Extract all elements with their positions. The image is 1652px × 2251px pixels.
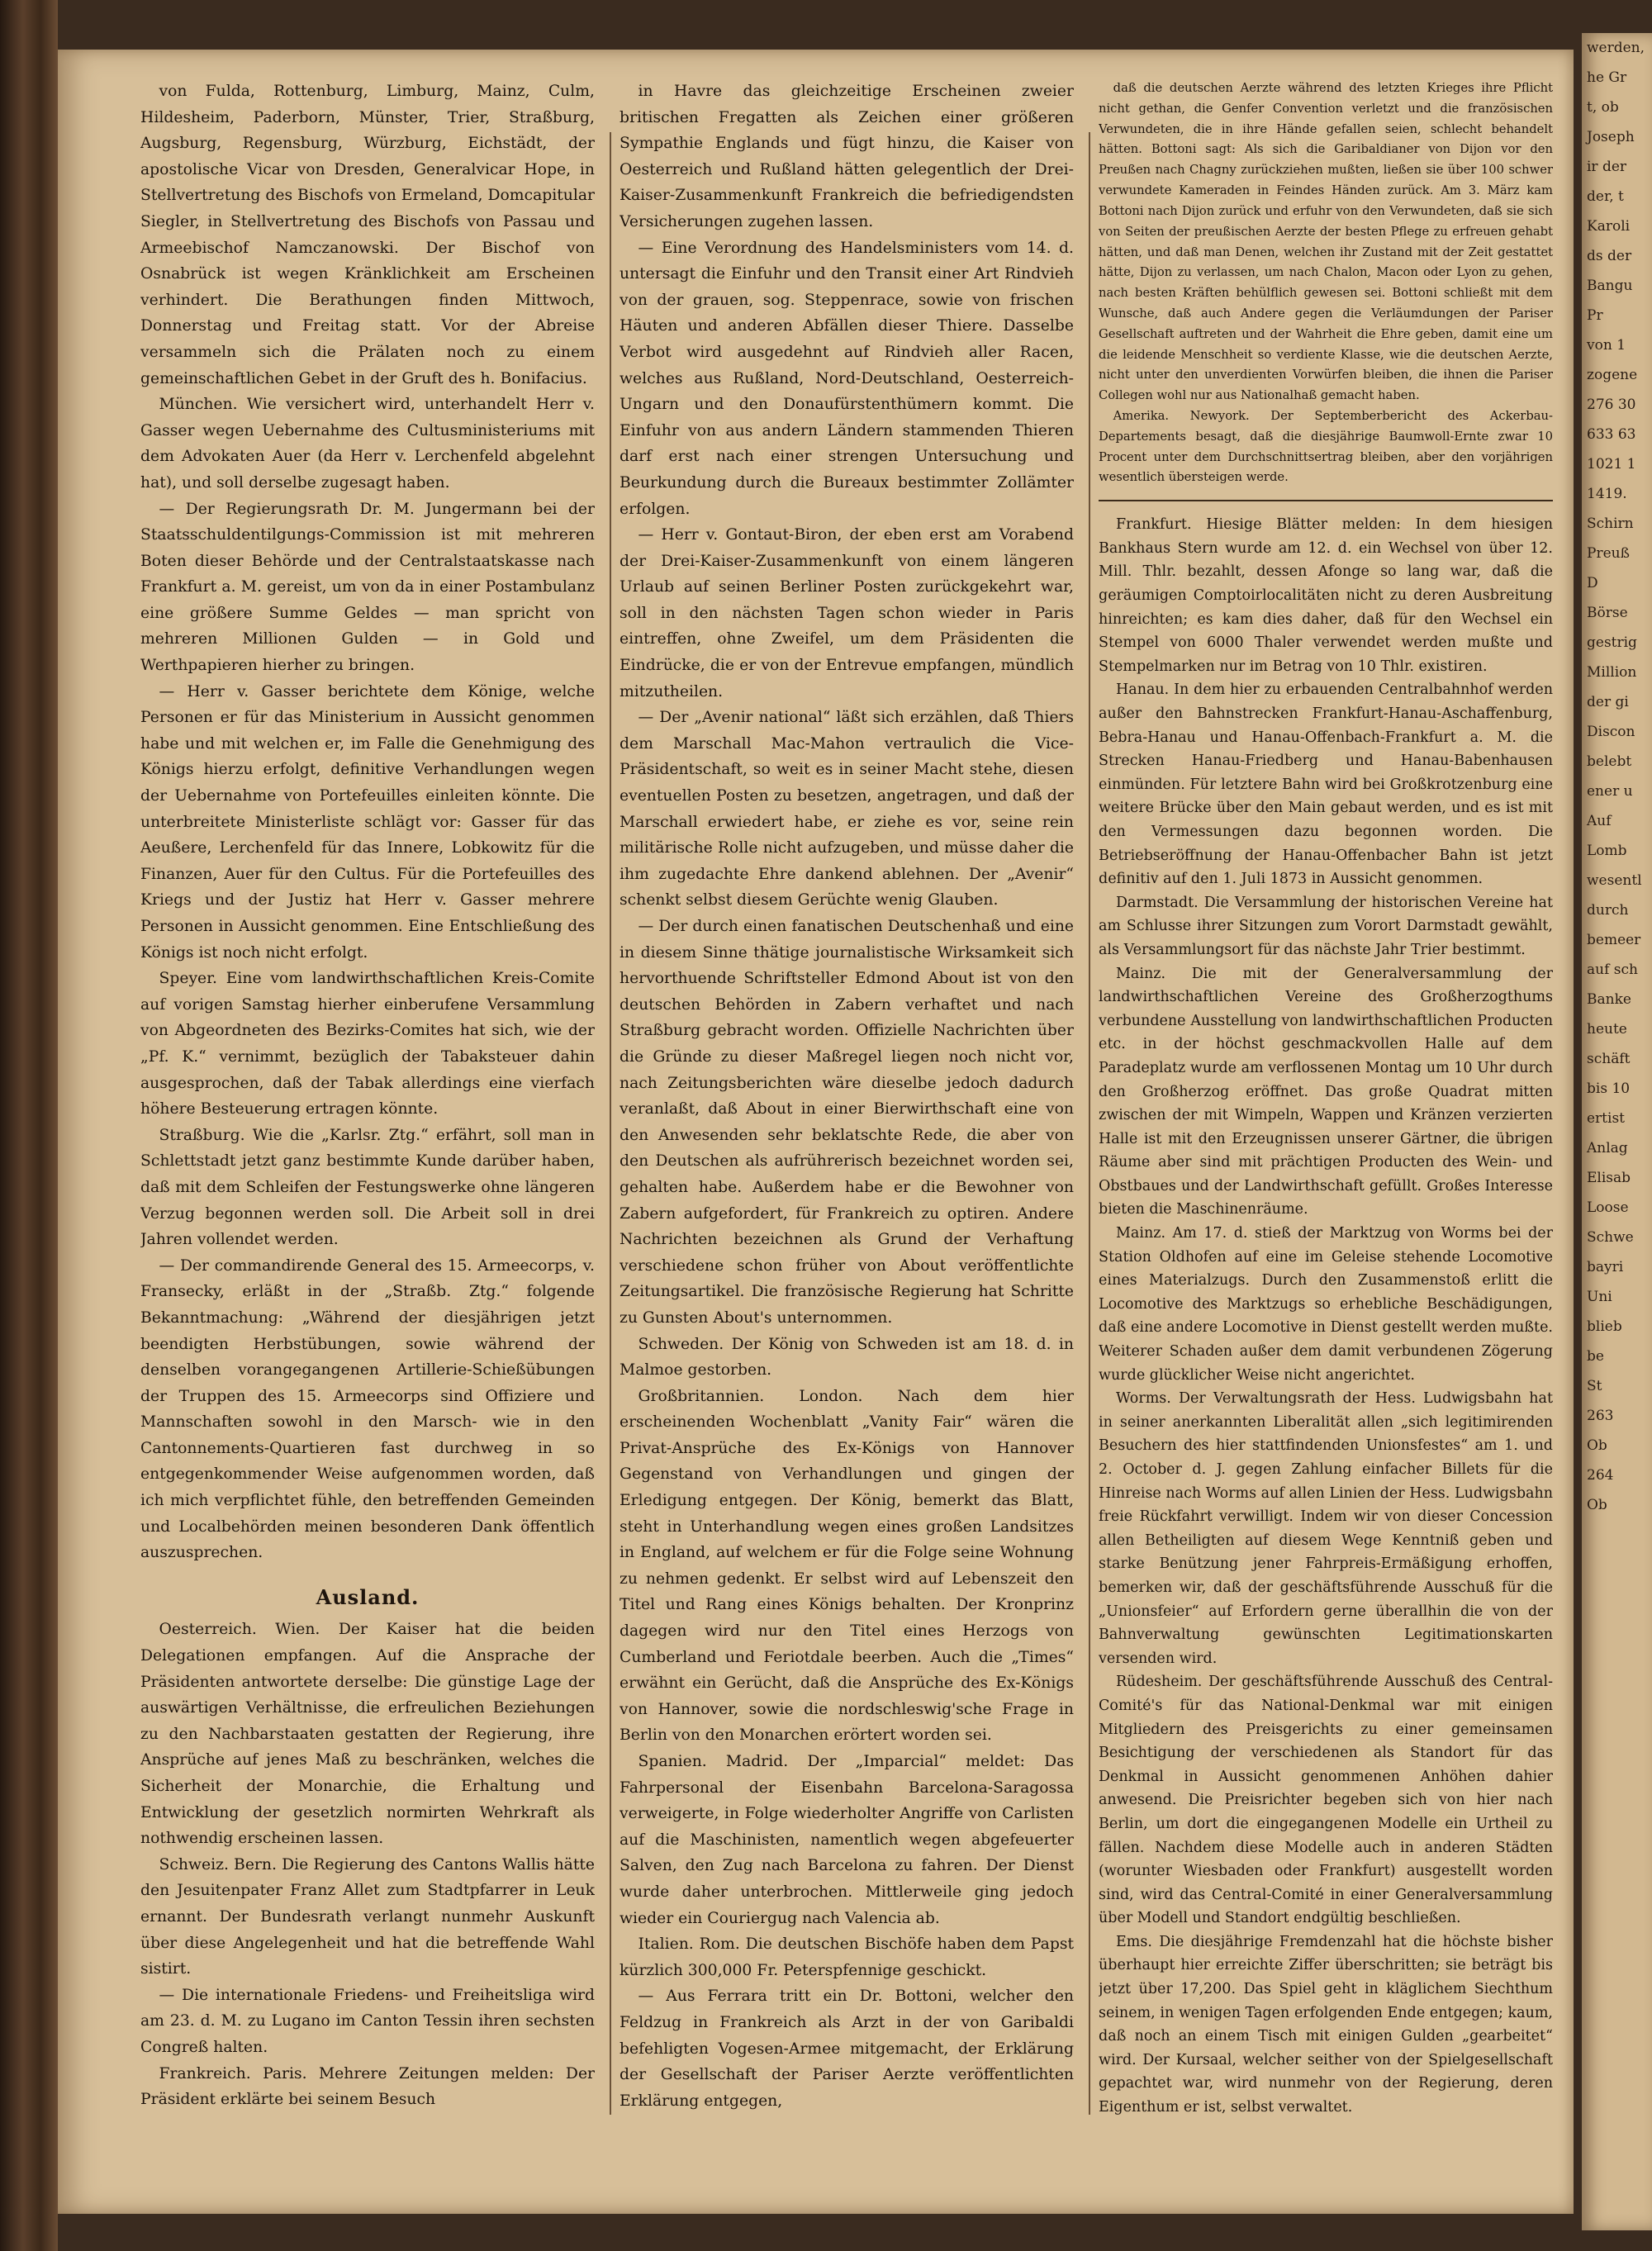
adjacent-page-fragment: der gi [1587,694,1629,710]
adjacent-page-fragment: bayri [1587,1259,1624,1275]
article-paragraph: Rüdesheim. Der geschäftsführende Ausschuß des Central-Comité's für das National-Denkmal war mit einigen Mitgliedern des Preisgerichts zu einer gemeinsamen Besichtigung der verschiedenen als Standort für das Denkmal in Aussicht genommenen Anhöhen dahier anwesend. Die Preisrichter begeben sich von hier nach Berlin, um dort die eingegangenen Modelle ein Urtheil zu fällen. Nachdem diese Modelle auch in anderen Städten (worunter Wiesbaden oder Frankfurt) ausgestellt worden sind, wird das Central-Comité in einer Generalversammlung über Modell und Standort endgültig beschließen. [1099,1674,1553,1927]
adjacent-page-fragment: Anlag [1587,1140,1628,1156]
book-spine [0,0,58,2251]
adjacent-page-fragment: durch [1587,902,1629,919]
article-paragraph: — Der Regierungsrath Dr. M. Jungermann bei der Staatsschuldentilgungs-Commission ist mit mehreren Boten dieser Behörde und der Centralstaatskasse nach Frankfurt a. M. gereist, um von da in einer Postambulanz eine größere Summe Geldes — man spricht von mehreren Millionen Gulden — in Gold und Werthpapieren hierher zu bringen. [140,500,595,675]
adjacent-page-fragment: Million [1587,664,1637,681]
article-paragraph: — Die internationale Friedens- und Freiheitsliga wird am 23. d. M. zu Lugano im Canton Tessin ihren sechsten Congreß halten. [140,1986,595,2056]
adjacent-page-fragment: Schirn [1587,515,1634,532]
column-rule [610,132,611,2115]
adjacent-page-fragment: wesentl [1587,872,1642,889]
adjacent-page-fragment: St [1587,1378,1602,1394]
adjacent-page-fragment: belebt [1587,753,1632,770]
section-divider [1099,500,1553,501]
article-paragraph: von Fulda, Rottenburg, Limburg, Mainz, Culm, Hildesheim, Paderborn, Münster, Trier, Straßburg, Augsburg, Regensburg, Würzburg, Eichstädt, der apostolische Vicar von Dresden, Generalvicar Hope, in Stellvertretung des Bischofs von Ermeland, Domcapitular Siegler, in Stellvertretung des Bischofs von Passau und Armeebischof Namczanowski. Der Bischof von Osnabrück ist wegen Kränklichkeit am Erscheinen verhindert. Die Berathungen finden Mittwoch, Donnerstag und Freitag statt. Vor der Abreise versammeln sich die Prälaten noch zu einem gemeinschaftlichen Gebet in der Gruft des h. Bonifacius. [140,83,595,387]
article-paragraph: Mainz. Die mit der Generalversammlung der landwirthschaftlichen Vereine des Großherzogthums verbundene Ausstellung von landwirthschaftlichen Producten etc. in der höchst geschmackvollen Halle auf dem Paradeplatz wurde am verflossenen Montag um 10 Uhr durch den Großherzog eröffnet. Das große Quadrat mitten zwischen der mit Wimpeln, Wappen und Kränzen verzierten Halle ist mit den Erzeugnissen unserer Gärtner, die übrigen Räume aber sind mit prächtigen Producten des Wein- und Obstbaues und der Landwirthschaft gefüllt. Großes Interesse bieten die Maschinenräume. [1099,965,1553,1218]
adjacent-page-fragment: heute [1587,1021,1627,1038]
adjacent-page-fragment: Schwe [1587,1229,1634,1246]
adjacent-page-fragment: be [1587,1348,1604,1365]
adjacent-page-fragment: Joseph [1587,129,1635,145]
article-paragraph: in Havre das gleichzeitige Erscheinen zweier britischen Fregatten als Zeichen einer größeren Sympathie Englands und fügt hinzu, die Kaiser von Oesterreich und Rußland hätten gelegentlich der Drei-Kaiser-Zusammenkunft Frankreich die befriedigendsten Versicherungen zugehen lassen. [620,83,1074,230]
adjacent-page-fragment: t, ob [1587,99,1619,116]
article-paragraph: Amerika. Newyork. Der Septemberbericht des Ackerbau-Departements besagt, daß die diesjährige Baumwoll-Ernte zwar 10 Procent unter dem Durchschnittsertrag bleiben, aber den vorjährigen wesentlich übersteigen werde. [1099,409,1553,485]
adjacent-page-fragment: Ob [1587,1437,1607,1454]
adjacent-page-fragment: Discon [1587,724,1635,740]
article-paragraph: Frankfurt. Hiesige Blätter melden: In dem hiesigen Bankhaus Stern wurde am 12. d. ein Wechsel von über 12. Mill. Thlr. bezahlt, dessen Afonge so lang war, daß die geräumigen Comptoirlocalitäten nicht zu deren Ausbreitung hinreichten; es kam dies daher, daß für den Wechsel ein Stempel von 6000 Thaler verwendet werden mußte und Stempelmarken nur im Betrag von 10 Thlr. existiren. [1099,516,1553,675]
adjacent-page-fragment: auf sch [1587,962,1638,978]
article-paragraph: — Der commandirende General des 15. Armeecorps, v. Fransecky, erläßt in der „Straßb. Ztg.“ folgende Bekanntmachung: „Während der diesjährigen jetzt beendigten Herbstübungen, sowie während der denselben vorangegangenen Artillerie-Schießübungen der Truppen des 15. Armeecorps sind Offiziere und Mannschaften sowohl in den Marsch- wie in den Cantonnements-Quartieren fast durchweg in so entgegenkommender Weise aufgenommen worden, daß ich mich verpflichtet fühle, den betreffenden Gemeinden und Localbehörden meinen besonderen Dank öffentlich auszusprechen. [140,1256,595,1562]
adjacent-page-fragment: he Gr [1587,69,1627,86]
adjacent-page-fragment: bemeer [1587,932,1641,948]
column-rule [1089,132,1090,2115]
adjacent-page-fragment: 1419. [1587,486,1627,502]
article-paragraph: Großbritannien. London. Nach dem hier erscheinenden Wochenblatt „Vanity Fair“ wären die Privat-Ansprüche des Ex-Königs von Hannover Gegenstand von Verhandlungen und gingen der Erledigung entgegen. Der König, bemerkt das Blatt, steht in Unterhandlung wegen eines großen Landsitzes in England, auf welchem er für die Folge seine Wohnung zu nehmen gedenkt. Er selbst wird auf Lebenszeit den Titel und Rang eines Königs behalten. Der Kronprinz dagegen wird nur den Titel eines Herzogs von Cumberland und Feriotdale beerben. Auch die „Times“ erwähnt ein Gerücht, daß die Ansprüche des Ex-Königs von Hannover, sowie die nordschleswig'sche Frage in Berlin von den Monarchen erörtert worden sei. [620,1387,1074,1745]
adjacent-page-fragment: werden, [1587,40,1645,56]
adjacent-page-fragment: Preuß [1587,545,1630,562]
adjacent-page-fragment: Börse [1587,605,1628,621]
adjacent-page-fragment: ds der [1587,248,1632,264]
adjacent-page-fragment: 263 [1587,1408,1614,1424]
adjacent-page-fragment: Karoli [1587,218,1631,235]
article-paragraph: Worms. Der Verwaltungsrath der Hess. Ludwigsbahn hat in seiner anerkannten Liberalität allen „sich legitimirenden Besuchern des hier stattfindenden Unionsfestes“ am 1. und 2. October d. J. gegen Zahlung einfacher Billets für die Hinreise nach Worms auf allen Linien der Hess. Ludwigsbahn freie Rückfahrt verwilligt. Indem wir von dieser Concession allen Betheiligten auf diesem Wege Kenntniß geben und starke Benützung jener Fahrpreis-Ermäßigung erhoffen, bemerken wir, daß der geschäftsführende Ausschuß für die „Unionsfeier“ auf Erfordern gerne überallhin die von der Bahnverwaltung gewünschten Legitimationskarten versenden wird. [1099,1390,1553,1667]
column-1 [140,78,595,2127]
adjacent-page-fragment: von 1 [1587,337,1626,354]
adjacent-page-fragment: ir der [1587,159,1627,175]
adjacent-page-fragment: Auf [1587,813,1612,829]
article-paragraph: — Der durch einen fanatischen Deutschenhaß und eine in diesem Sinne thätige journalistische Wirksamkeit sich hervorthuende Schriftsteller Edmond About ist von den deutschen Behörden in Zabern verhaftet und nach Straßburg gebracht worden. Offizielle Nachrichten über die Gründe zu dieser Maßregel liegen noch nicht vor, nach Zeitungsberichten wäre dieselbe jedoch dadurch veranlaßt, daß About in einer Bierwirthschaft eine von den Anwesenden sehr beklatschte Rede, die aber von den Deutschen als aufrührerisch bezeichnet worden sei, gehalten habe. Außerdem habe er die Bewohner von Zabern aufgefordert, für Frankreich zu optiren. Andere Nachrichten bezeichnen als Grund der Verhaftung verschiedene schon früher von About veröffentlichte Zeitungsartikel. Die französische Regierung hat Schritte zu Gunsten About's unternommen. [620,918,1074,1327]
adjacent-page-fragment: Elisab [1587,1170,1631,1186]
article-paragraph: Frankreich. Paris. Mehrere Zeitungen melden: Der Präsident erklärte bei seinem Besuch [140,2064,595,2109]
adjacent-page-fragment: Pr [1587,307,1603,324]
article-paragraph: — Eine Verordnung des Handelsministers vom 14. d. untersagt die Einfuhr und den Transit einer Art Rindvieh von der grauen, sog. Steppenrace, sowie von frischen Häuten und anderen Abfällen dieser Thiere. Dasselbe Verbot wird ausgedehnt auf Rindvieh aller Racen, welches aus Rußland, Nord-Deutschland, Oesterreich-Ungarn und den Donaufürstenthümern kommt. Die Einfuhr von aus andern Ländern stammenden Thieren darf erst nach einer strengen Untersuchung und Beurkundung durch die Bureaux bestimmter Zollämter erfolgen. [620,239,1074,518]
adjacent-page-fragment: Ob [1587,1497,1607,1513]
adjacent-page-fragment: zogene [1587,367,1638,383]
adjacent-page-fragment: 276 30 [1587,397,1636,413]
adjacent-page-fragment: Bangu [1587,278,1633,294]
article-paragraph: — Herr v. Gasser berichtete dem Könige, welche Personen er für das Ministerium in Aussicht genommen habe und mit welchen er, im Falle die Genehmigung des Königs hierzu erfolgt, definitive Verhandlungen wegen der Uebernahme von Portefeuilles einleiten könnte. Die unterbreitete Ministerliste schlägt vor: Gasser für das Aeußere, Lerchenfeld für das Innere, Lobkowitz für die Finanzen, Auer für den Cultus. Für die Portefeuilles des Kriegs und der Justiz hat Herr v. Gasser mehrere Personen in Aussicht genommen. Eine Entschließung des Königs ist noch nicht erfolgt. [140,682,595,962]
article-paragraph: daß die deutschen Aerzte während des letzten Krieges ihre Pflicht nicht gethan, die Genfer Convention verletzt und die französischen Verwundeten, die in ihre Hände gefallen seien, schlecht behandelt hätten. Bottoni sagt: Als sich die Garibaldianer von Dijon vor den Preußen nach Chagny zurückziehen mußten, ließen sie über 100 schwer verwundete Kameraden in Feindes Händen zurück. Am 3. März kam Bottoni nach Dijon zurück und erfuhr von den Verwundeten, daß sie sich von Seiten der preußischen Aerzte der besten Pflege zu erfreuen gehabt hätten, und daß man Denen, welchen ihr Zustand mit der Zeit gestattet hätte, Dijon zu verlassen, um nach Chalon, Macon oder Lyon zu gehen, nach besten Kräften behülflich gewesen sei. Bottoni schließt mit dem Wunsche, daß auch Andere gegen die Verläumdungen der Pariser Gesellschaft auftreten und der Wahrheit die Ehre geben, damit eine um die leidende Menschheit so verdiente Klasse, wie die deutschen Aerzte, nicht unter den unverdienten Vorwürfen bleiben, die ihnen die Pariser Collegen wohl nur aus Nationalhaß gemacht haben. [1099,81,1553,403]
article-paragraph: — Herr v. Gontaut-Biron, der eben erst am Vorabend der Drei-Kaiser-Zusammenkunft von einem längeren Urlaub auf seinen Berliner Posten zurückgekehrt war, soll in den nächsten Tagen schon wieder in Paris eintreffen, ohne Zweifel, um dem Präsidenten die Eindrücke, die er von der Entrevue empfangen, mündlich mitzutheilen. [620,526,1074,700]
article-paragraph: Oesterreich. Wien. Der Kaiser hat die beiden Delegationen empfangen. Auf die Ansprache der Präsidenten antwortete derselbe: Die günstige Lage der auswärtigen Verhältnisse, die erfreulichen Beziehungen zu den Nachbarstaaten gestatten der Regierung, ihre Ansprüche auf jenes Maß zu beschränken, welches die Sicherheit der Monarchie, die Erhaltung und Entwicklung der gesetzlich normirten Wehrkraft als nothwendig erscheinen lassen. [140,1621,595,1848]
adjacent-page-fragment: ertist [1587,1110,1626,1127]
adjacent-page-fragment: blieb [1587,1318,1622,1335]
article-paragraph: — Der „Avenir national“ läßt sich erzählen, daß Thiers dem Marschall Mac-Mahon vertraulich die Vice-Präsidentschaft, so weit es in seiner Macht stehe, diesen eventuellen Posten zu besetzen, angetragen, und daß der Marschall erwiedert habe, er ziehe es vor, seine rein militärische Rolle nicht aufzugeben, und müsse daher die ihm zugedachte Ehre dankend ablehnen. Der „Avenir“ schenkt selbst diesem Gerüchte wenig Glauben. [620,709,1074,909]
article-paragraph: Speyer. Eine vom landwirthschaftlichen Kreis-Comite auf vorigen Samstag hierher einberufene Versammlung von Abgeordneten des Bezirks-Comites hat sich, wie der „Pf. K.“ vernimmt, bezüglich der Tabaksteuer dahin ausgesprochen, daß der Tabak allerdings eine vierfach höhere Besteuerung ertragen könnte. [140,970,595,1118]
article-paragraph: Straßburg. Wie die „Karlsr. Ztg.“ erfährt, soll man in Schlettstadt jetzt ganz bestimmte Kunde darüber haben, daß mit dem Schleifen der Festungswerke ohne längeren Verzug begonnen werden soll. Die Arbeit soll in drei Jahren vollendet werden. [140,1126,595,1249]
article-paragraph: Ems. Die diesjährige Fremdenzahl hat die höchste bisher überhaupt hier erreichte Ziffer überschritten; sie beträgt bis jetzt über 17,200. Das Spiel geht in kläglichem Siechthum seinem, in wenigen Tagen erfolgenden Ende entgegen; kaum, daß noch an einem Tisch mit einigen Gulden „gearbeitet“ wird. Der Kursaal, welcher seither von der Spielgesellschaft gepachtet war, wird nunmehr von der Regierung, deren Eigenthum er ist, selbst verwaltet. [1099,1933,1553,2116]
article-paragraph: München. Wie versichert wird, unterhandelt Herr v. Gasser wegen Uebernahme des Cultusministeriums mit dem Advokaten Auer (da Herr v. Lerchenfeld abgelehnt hat), und soll derselbe zugesagt haben. [140,396,595,492]
adjacent-page-fragment: der, t [1587,188,1624,205]
adjacent-page-fragment: gestrig [1587,634,1637,651]
adjacent-page-fragment: schäft [1587,1051,1631,1067]
adjacent-page-fragment: bis 10 [1587,1080,1631,1097]
article-paragraph: Spanien. Madrid. Der „Imparcial“ meldet: Das Fahrpersonal der Eisenbahn Barcelona-Saragossa verweigerte, in Folge wiederholter Angriffe von Carlisten auf die Maschinisten, namentlich wegen abgefeuerter Salven, den Zug nach Barcelona zu fahren. Der Dienst wurde daher unterbrochen. Mittlerweile ging jedoch wieder ein Couriergug nach Valencia ab. [620,1753,1074,1927]
adjacent-page-fragment: Loose [1587,1199,1629,1216]
adjacent-page-fragment: Lomb [1587,843,1627,859]
adjacent-page-fragment: Uni [1587,1289,1612,1305]
adjacent-page-fragment: ener u [1587,783,1633,800]
article-paragraph: Hanau. In dem hier zu erbauenden Centralbahnhof werden außer den Bahnstrecken Frankfurt-Hanau-Aschaffenburg, Bebra-Hanau und Hanau-Offenbach-Frankfurt a. M. die Strecken Hanau-Friedberg und Hanau-Babenhausen einmünden. Für letztere Bahn wird bei Großkrotzenburg eine weitere Brücke über den Main gebaut werden, und es ist mit den Vermessungen dazu begonnen worden. Die Betriebseröffnung der Hanau-Offenbacher Bahn ist jetzt definitiv auf den 1. Juli 1873 in Aussicht genommen. [1099,681,1553,888]
article-paragraph: Mainz. Am 17. d. stieß der Marktzug von Worms bei der Station Oldhofen auf eine im Geleise stehende Locomotive eines Materialzugs. Durch den Zusammenstoß erlitt die Locomotive des Marktzugs so erhebliche Beschädigungen, daß eine andere Locomotive in Dienst gestellt werden mußte. Weiterer Schaden außer dem damit verbundenen Zögerung wurde glücklicher Weise nicht angerichtet. [1099,1225,1553,1384]
article-paragraph: Italien. Rom. Die deutschen Bischöfe haben dem Papst kürzlich 300,000 Fr. Peterspfennige geschickt. [620,1935,1074,1979]
adjacent-page-fragment: Banke [1587,991,1631,1008]
section-title: Ausland. [316,1584,420,1609]
article-paragraph: Darmstadt. Die Versammlung der historischen Vereine hat am Schlusse ihrer Sitzungen zum Vorort Darmstadt gewählt, als Versammlungsort für das nächste Jahr Trier bestimmt. [1099,894,1553,958]
column-2 [620,78,1074,2127]
adjacent-page-edge [1582,33,1652,2230]
column-3 [1099,78,1553,2127]
adjacent-page-fragment: 264 [1587,1467,1614,1484]
adjacent-page-fragment: 633 63 [1587,426,1636,443]
adjacent-page-fragment: D [1587,575,1598,591]
article-paragraph: — Aus Ferrara tritt ein Dr. Bottoni, welcher den Feldzug in Frankreich als Arzt in der von Garibaldi befehligten Vogesen-Armee mitgemacht, der Erklärung der Gesellschaft der Pariser Aerzte veröffentlichten Erklärung entgegen, [620,1987,1074,2110]
adjacent-page-fragment: 1021 1 [1587,456,1636,473]
article-paragraph: Schweden. Der König von Schweden ist am 18. d. in Malmoe gestorben. [620,1335,1074,1380]
article-paragraph: Schweiz. Bern. Die Regierung des Cantons Wallis hätte den Jesuitenpater Franz Allet zum Stadtpfarrer in Leuk ernannt. Der Bundesrath verlangt nunmehr Auskunft über diese Angelegenheit und hat die betreffende Wahl sistirt. [140,1855,595,1978]
